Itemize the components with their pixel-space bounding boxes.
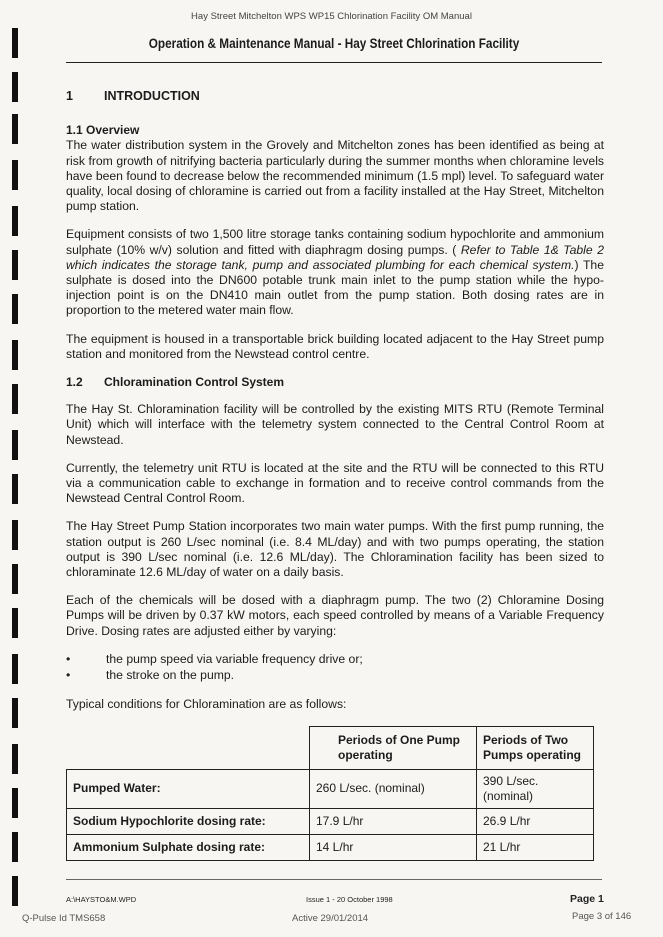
paragraph: The Hay St. Chloramination facility will be controlled by the existing MITS RTU (Remote Terminal Unit) which will interface with the telemetry system connected to the Central Control Room at Newstead. (66, 402, 604, 447)
conditions-table (66, 726, 594, 861)
footer-filename: A:\HAYSTO&M.WPD (66, 895, 137, 904)
paragraph: Equipment consists of two 1,500 litre storage tanks containing sodium hypochlorite and ammonium sulphate (10% w/v) solution and fitted with diaphragm dosing pumps. ( Refer to Table 1& Table 2 which indicates the storage tank, pump and associated plumbing for each chemical system.) The sulphate is dosed into the DN600 potable trunk main inlet to the pump station while the hypo-injection point is on the DN410 main outlet from the pump station. Both dosing rates are in proportion to the metered water main flow. (66, 227, 604, 318)
table-cell: 260 L/sec. (nominal) (310, 769, 477, 808)
punch-mark (12, 250, 18, 280)
table-cell: 14 L/hr (310, 834, 477, 860)
table-corner-cell (67, 726, 310, 769)
footer-page-number: Page 1 (570, 893, 604, 905)
table-row (67, 769, 594, 808)
punch-mark (12, 28, 18, 58)
subsection-title: Chloramination Control System (104, 375, 285, 390)
table-cell: 26.9 L/hr (477, 808, 594, 834)
section-heading (66, 89, 604, 104)
subsection-heading-overview: 1.1 Overview (66, 123, 140, 138)
punch-mark (12, 654, 18, 684)
paragraph: Typical conditions for Chloramination are as follows: (66, 697, 347, 712)
document-title: Operation & Maintenance Manual - Hay Street Chlorination Facility (148, 35, 520, 51)
row-label: Pumped Water: (67, 769, 310, 808)
active-date: Active 29/01/2014 (292, 913, 369, 924)
punch-mark (12, 384, 18, 414)
punch-mark (12, 430, 18, 460)
punch-mark (12, 114, 18, 144)
running-header: Hay Street Mitchelton WPS WP15 Chlorination Facility OM Manual (191, 11, 472, 22)
section-title: INTRODUCTION (104, 89, 200, 103)
table-reference: Refer to Table 1& Table 2 which indicates the storage tank, pump and associated plumbing for each chemical system. (66, 242, 604, 272)
column-header: Periods of One Pump operating (310, 726, 477, 769)
table-row (67, 808, 594, 834)
punch-mark (12, 206, 18, 236)
punch-mark (12, 72, 18, 102)
punch-mark (12, 744, 18, 774)
punch-mark (12, 608, 18, 638)
footer-divider (66, 879, 602, 880)
punch-mark (12, 294, 18, 324)
paragraph: The Hay Street Pump Station incorporates two main water pumps. With the first pump running, the station output is 260 L/sec nominal (i.e. 8.4 ML/day) and with two pumps operating, the station output is 390 L/sec nominal (i.e. 12.6 ML/day). The Chloramination facility has been sized to chloraminate 12.6 ML/day of water on a daily basis. (66, 519, 604, 580)
punch-mark (12, 340, 18, 370)
table-cell: 17.9 L/hr (310, 808, 477, 834)
punch-mark (12, 832, 18, 862)
subsection-number: 1.2 (66, 375, 83, 390)
row-label: Ammonium Sulphate dosing rate: (67, 834, 310, 860)
qpulse-id: Q-Pulse Id TMS658 (22, 913, 106, 924)
paragraph: Each of the chemicals will be dosed with a diaphragm pump. The two (2) Chloramine Dosing Pumps will be driven by 0.37 kW motors, each speed controlled by means of a Variable Frequency Drive. Dosing rates are adjusted either by varying: (66, 593, 604, 638)
punch-hole-strip (12, 0, 22, 937)
column-header: Periods of Two Pumps operating (477, 726, 594, 769)
page-count: Page 3 of 146 (572, 911, 632, 922)
punch-mark (12, 876, 18, 906)
paragraph: The equipment is housed in a transportable brick building located adjacent to the Hay Street pump station and monitored from the Newstead control centre. (66, 331, 604, 361)
punch-mark (12, 698, 18, 728)
paragraph: The water distribution system in the Grovely and Mitchelton zones has been identified as being at risk from growth of nitrifying bacteria particularly during the summer months when chloramine levels have been found to decrease below the recommended minimum (1.5 mpl) level. To safeguard water quality, local dosing of chloramine is carried out from a facility installed at the Hay Street, Mitchelton pump station. (66, 138, 604, 214)
footer-issue: Issue 1 - 20 October 1998 (306, 895, 393, 904)
list-item: • the pump speed via variable frequency drive or; (66, 651, 363, 666)
table-header-row (67, 726, 594, 769)
title-divider (66, 62, 602, 63)
bullet-list (66, 652, 604, 683)
row-label: Sodium Hypochlorite dosing rate: (67, 808, 310, 834)
list-item: • the stroke on the pump. (66, 668, 235, 683)
punch-mark (12, 160, 18, 190)
table-row (67, 834, 594, 860)
table-cell: 390 L/sec. (nominal) (477, 769, 594, 808)
section-number: 1 (66, 89, 73, 103)
paragraph: Currently, the telemetry unit RTU is located at the site and the RTU will be connected to this RTU via a communication cable to exchange in formation and to receive control commands from the Newstead Central Control Room. (66, 460, 604, 506)
table-cell: 21 L/hr (477, 834, 594, 860)
punch-mark (12, 474, 18, 504)
punch-mark (12, 520, 18, 550)
subsection-heading-control (66, 375, 604, 390)
punch-mark (12, 788, 18, 818)
page-body (66, 89, 604, 861)
punch-mark (12, 564, 18, 594)
